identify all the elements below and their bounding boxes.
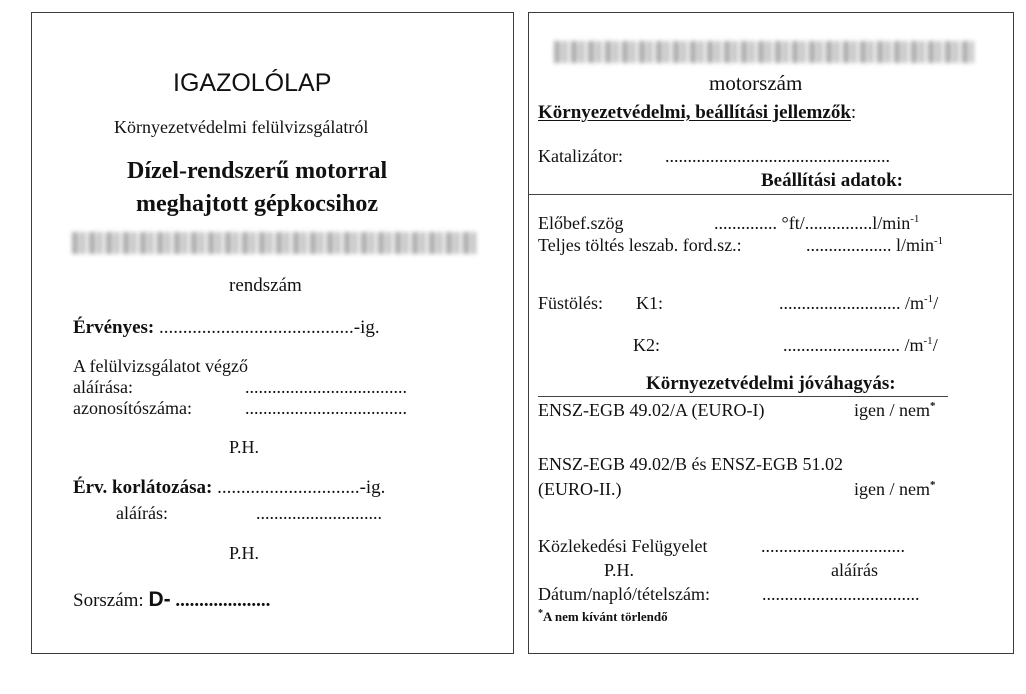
inspector-line: A felülvizsgálatot végző [73,356,248,376]
restriction-field[interactable] [73,477,385,499]
id-label: azonosítószáma: [73,398,192,418]
date-label: Dátum/napló/tételszám: [538,584,710,604]
authority-dots[interactable]: ................................ [761,536,905,556]
k1-dots: ........................... [779,293,901,313]
stamp-label-2: P.H. [229,543,260,563]
fullload-row[interactable] [538,235,742,256]
k1-label: K1: [636,293,663,313]
euro1-text: ENSZ-EGB 49.02/A (EURO-I) [538,400,765,420]
euro2-choice[interactable]: igen / nem* [854,479,936,499]
section-environmental-settings [538,102,856,124]
euro2-line2: (EURO-II.) [538,479,622,499]
euro2-line1: ENSZ-EGB 49.02/B és ENSZ-EGB 51.02 [538,454,843,474]
stamp-label: P.H. [604,560,635,580]
serial-label: Sorszám: [73,590,144,611]
k1-tail: / [933,293,939,313]
fullload-dots: ................... [806,235,892,255]
smoke-label: Füstölés: [538,293,604,313]
catalyst-label: Katalizátor: [538,146,623,166]
k2-dots: .......................... [783,335,900,355]
valid-until-field[interactable] [73,317,380,339]
fullload-values[interactable] [806,235,943,256]
advance-unit1: °ft/ [781,213,805,233]
form-heading-line1: Dízel-rendszerű motorral [127,158,388,184]
redacted-plate-number [72,232,477,254]
advance-dots1: .............. [714,213,777,233]
k2-values[interactable] [783,335,938,356]
section-divider [529,194,1012,195]
serial-prefix: D- [148,588,171,611]
serial-number-field[interactable] [73,588,270,612]
form-title: IGAZOLÓLAP [173,69,332,97]
restriction-label: Érv. korlátozása: [73,477,213,498]
k2-unit: /m [904,335,924,355]
id-dots[interactable]: .................................... [245,398,407,418]
approval-title: Környezetvédelmi jóváhagyás: [646,373,896,394]
euro2-star: * [929,479,936,491]
signature-dots[interactable]: .................................... [245,377,407,397]
euro1-choice[interactable]: igen / nem* [854,400,936,420]
plate-label: rendszám [229,275,302,296]
fullload-label: Teljes töltés leszab. ford.sz.: [538,235,742,255]
authority-label: Közlekedési Felügyelet [538,536,708,556]
settings-title: Beállítási adatok: [761,170,903,191]
sign-dots[interactable]: ............................ [256,503,382,523]
k2-tail: / [932,335,938,355]
approval-underline [538,396,948,397]
advance-unit2: l/min [872,213,911,233]
serial-dots: .................... [175,590,271,611]
form-subtitle: Környezetvédelmi felülvizsgálatról [114,117,369,137]
stamp-label-1: P.H. [229,437,260,457]
redacted-engine-number [554,41,974,63]
signature-label: aláírása: [73,377,133,397]
euro1-star: * [929,400,936,412]
advance-dots2: ............... [804,213,873,233]
advance-exp: -1 [910,213,920,225]
advance-angle-row[interactable] [538,213,623,234]
valid-dots: ......................................... [159,317,354,338]
k2-label: K2: [633,335,660,355]
footnote-text: A nem kívánt törlendő [543,609,668,624]
certificate-card-left [31,12,514,654]
certificate-card-right [528,12,1014,654]
footnote [538,609,668,625]
sign-label: aláírás: [116,503,168,523]
signature-label-right: aláírás [831,560,878,580]
date-dots[interactable]: ................................... [762,584,920,604]
k1-unit: /m [905,293,925,313]
engine-label: motorszám [709,71,803,95]
section1-colon: : [850,102,857,123]
catalyst-dots[interactable]: .................................................. [665,146,890,166]
restriction-suffix: -ig. [359,477,386,498]
restriction-dots: .............................. [217,477,360,498]
footnote-star: * [538,608,543,619]
advance-label: Előbef.szög [538,213,624,233]
k2-exp: -1 [923,335,933,347]
fullload-unit: l/min [896,235,935,255]
advance-values[interactable] [714,213,919,234]
section1-title: Környezetvédelmi, beállítási jellemzők [538,102,851,123]
form-heading-line2: meghajtott gépkocsihoz [136,191,378,217]
fullload-exp: -1 [934,235,944,247]
valid-label: Érvényes: [73,317,155,338]
valid-suffix: -ig. [353,317,380,338]
k1-values[interactable] [779,293,938,314]
k1-exp: -1 [924,293,934,305]
